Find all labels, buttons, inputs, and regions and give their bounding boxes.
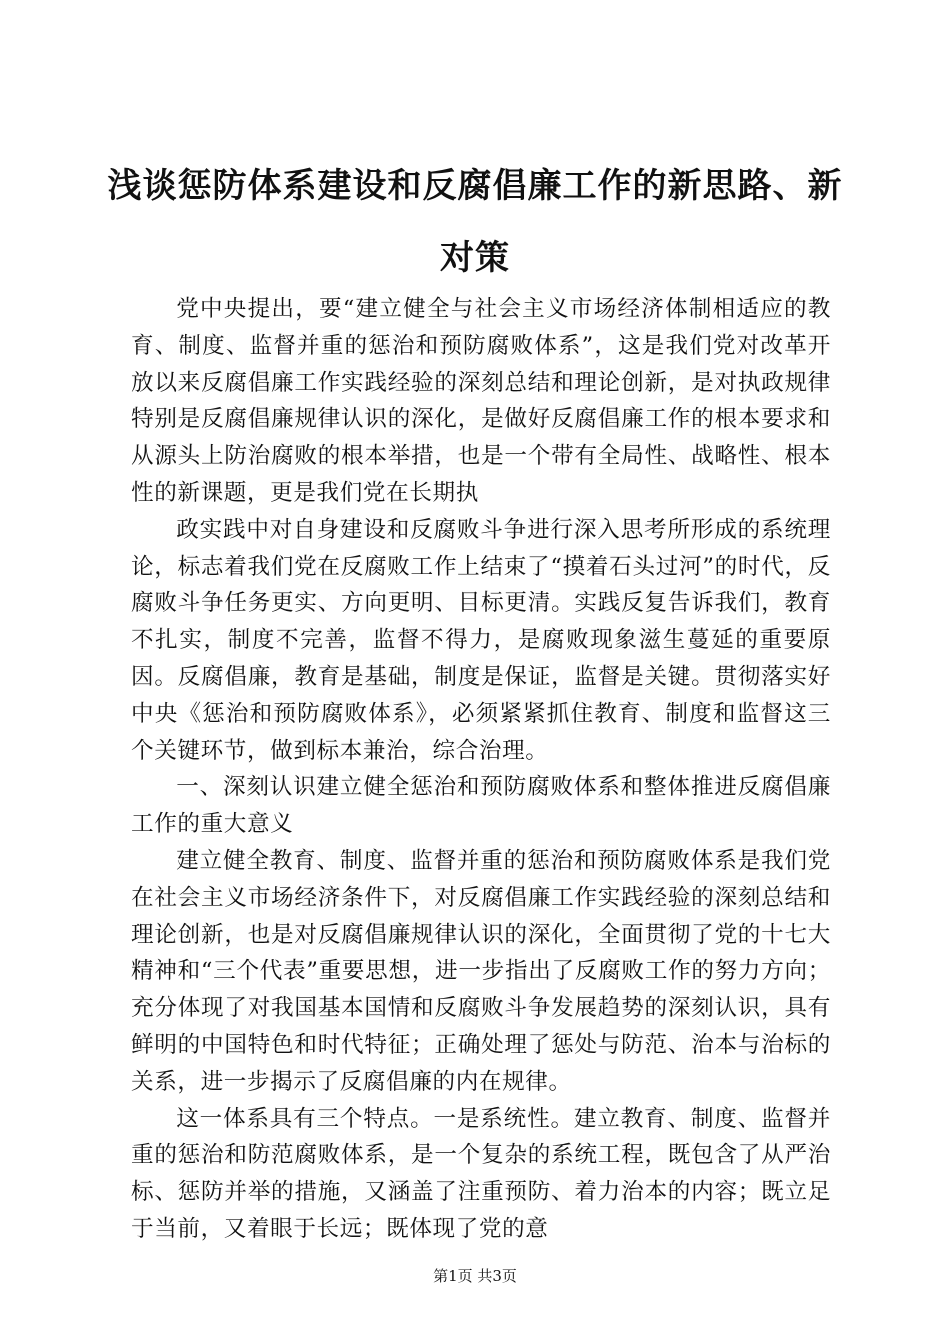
paragraph-1: 党中央提出，要“建立健全与社会主义市场经济体制相适应的教育、制度、监督并重的惩治和预防腐败体系”，这是我们党对改革开放以来反腐倡廉工作实践经验的深刻总结和理论创新，是对执政规律特别是反腐倡廉规律认识的深化，是做好反腐倡廉工作的根本要求和从源头上防治腐败的根本举措，也是一个带有全局性、战略性、根本性的新课题，更是我们党在长期执 (131, 296, 831, 506)
document-title: 浅谈惩防体系建设和反腐倡廉工作的新思路、新对策 (107, 166, 843, 278)
paragraph-2: 政实践中对自身建设和反腐败斗争进行深入思考所形成的系统理论，标志着我们党在反腐败工作上结束了“摸着石头过河”的时代，反腐败斗争任务更实、方向更明、目标更清。实践反复告诉我们，教育不扎实，制度不完善，监督不得力，是腐败现象滋生蔓延的重要原因。反腐倡廉，教育是基础，制度是保证，监督是关键。贯彻落实好中央《惩治和预防腐败体系》，必须紧紧抓住教育、制度和监督这三个关键环节，做到标本兼治，综合治理。 (131, 516, 831, 764)
page-footer: 第1页 共3页 (433, 1267, 517, 1285)
paragraph-4: 这一体系具有三个特点。一是系统性。建立教育、制度、监督并重的惩治和防范腐败体系，是一个复杂的系统工程，既包含了从严治标、惩防并举的措施，又涵盖了注重预防、着力治本的内容；既立足于当前，又着眼于长远；既体现了党的意 (131, 1105, 831, 1242)
document-body (131, 291, 831, 1248)
section-heading-1: 一、深刻认识建立健全惩治和预防腐败体系和整体推进反腐倡廉工作的重大意义 (131, 774, 831, 838)
paragraph-3: 建立健全教育、制度、监督并重的惩治和预防腐败体系是我们党在社会主义市场经济条件下，对反腐倡廉工作实践经验的深刻总结和理论创新，也是对反腐倡廉规律认识的深化，全面贯彻了党的十七大精神和“三个代表”重要思想，进一步指出了反腐败工作的努力方向；充分体现了对我国基本国情和反腐败斗争发展趋势的深刻认识，具有鲜明的中国特色和时代特征；正确处理了惩处与防范、治本与治标的关系，进一步揭示了反腐倡廉的内在规律。 (131, 847, 831, 1095)
